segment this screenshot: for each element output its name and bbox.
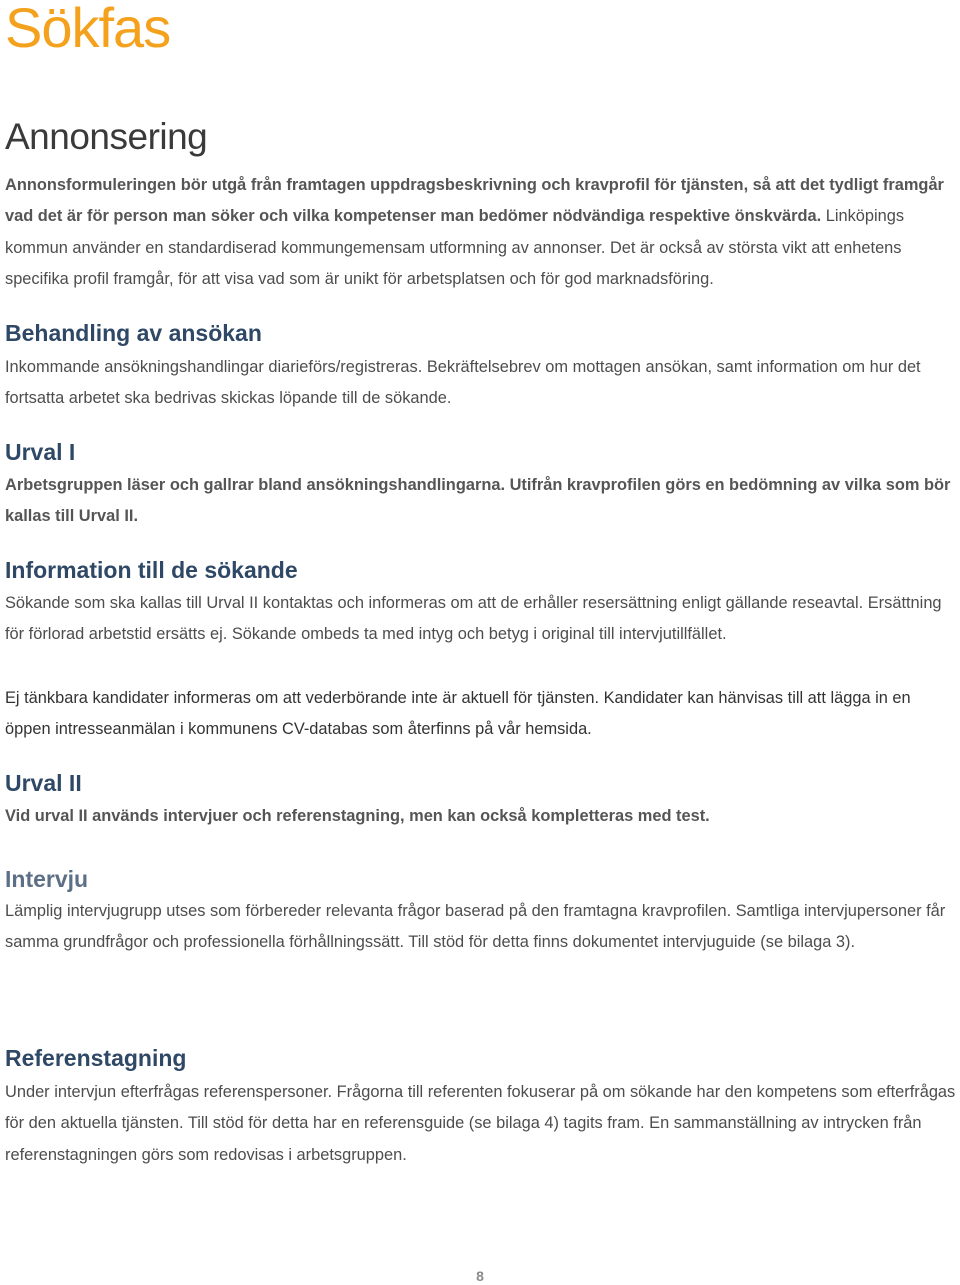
urval-2-paragraph: Vid urval II används intervjuer och referenstagning, men kan också kompletteras med test. <box>5 807 710 825</box>
annonsering-text: Linköpings kommun använder en standardiserad kommungemensam utformning av annonser. Det är också av största vikt att enhetens specifika profil framgår, för att visa vad som är unikt för arbetsplatsen och för god marknadsföring. <box>5 207 905 288</box>
intervju-paragraph: Lämplig intervjugrupp utses som förbereder relevanta frågor baserad på den framtagna kravprofilen. Samtliga intervjupersoner får samma grundfrågor och professionella förhållningssätt. Till stöd för detta finns dokumentet intervjuguide (se bilaga 3). <box>5 902 946 952</box>
heading-referenstagning: Referenstagning <box>5 1045 187 1071</box>
behandling-paragraph: Inkommande ansökningshandlingar diarieförs/registreras. Bekräftelsebrev om mottagen ansökan, samt information om hur det fortsatta arbetet ska bedrivas skickas löpande till de sökande. <box>5 358 921 408</box>
heading-behandling: Behandling av ansökan <box>5 320 262 346</box>
annonsering-paragraph <box>5 170 960 295</box>
information-paragraph-1: Sökande som ska kallas till Urval II kontaktas och informeras om att de erhåller resersättning enligt gällande reseavtal. Ersättning för förlorad arbetstid ersätts ej. Sökande ombeds ta med intyg och betyg i original till intervjutillfället. <box>5 594 942 644</box>
information-paragraph-2: Ej tänkbara kandidater informeras om att vederbörande inte är aktuell för tjänsten. Kandidater kan hänvisas till att lägga in en öppen intresseanmälan i kommunens CV-databas som återfinns på vår hemsida. <box>5 689 911 739</box>
page-title: Sökfas <box>5 0 171 59</box>
annonsering-intro: Annonsformuleringen bör utgå från framtagen uppdragsbeskrivning och kravprofil för tjänsten, så att det tydligt framgår vad det är för person man söker och vilka kompetenser man bedömer nödvändiga respektive önskvärda. <box>5 176 944 226</box>
heading-information: Information till de sökande <box>5 557 298 583</box>
section-heading-annonsering: Annonsering <box>5 116 208 157</box>
heading-urval-1: Urval I <box>5 439 76 465</box>
heading-intervju: Intervju <box>5 866 89 892</box>
heading-urval-2: Urval II <box>5 770 82 796</box>
urval-1-paragraph: Arbetsgruppen läser och gallrar bland ansökningshandlingarna. Utifrån kravprofilen görs en bedömning av vilka som bör kallas till Urval II. <box>5 476 951 526</box>
page-number: 8 <box>476 1268 484 1284</box>
referenstagning-paragraph: Under intervjun efterfrågas referenspersoner. Frågorna till referenten fokuserar på om sökande har den kompetens som efterfrågas för den aktuella tjänsten. Till stöd för detta har en referensguide (se bilaga 4) tagits fram. En sammanställning av intrycken från referenstagningen görs som redovisas i arbetsgruppen. <box>5 1083 956 1164</box>
